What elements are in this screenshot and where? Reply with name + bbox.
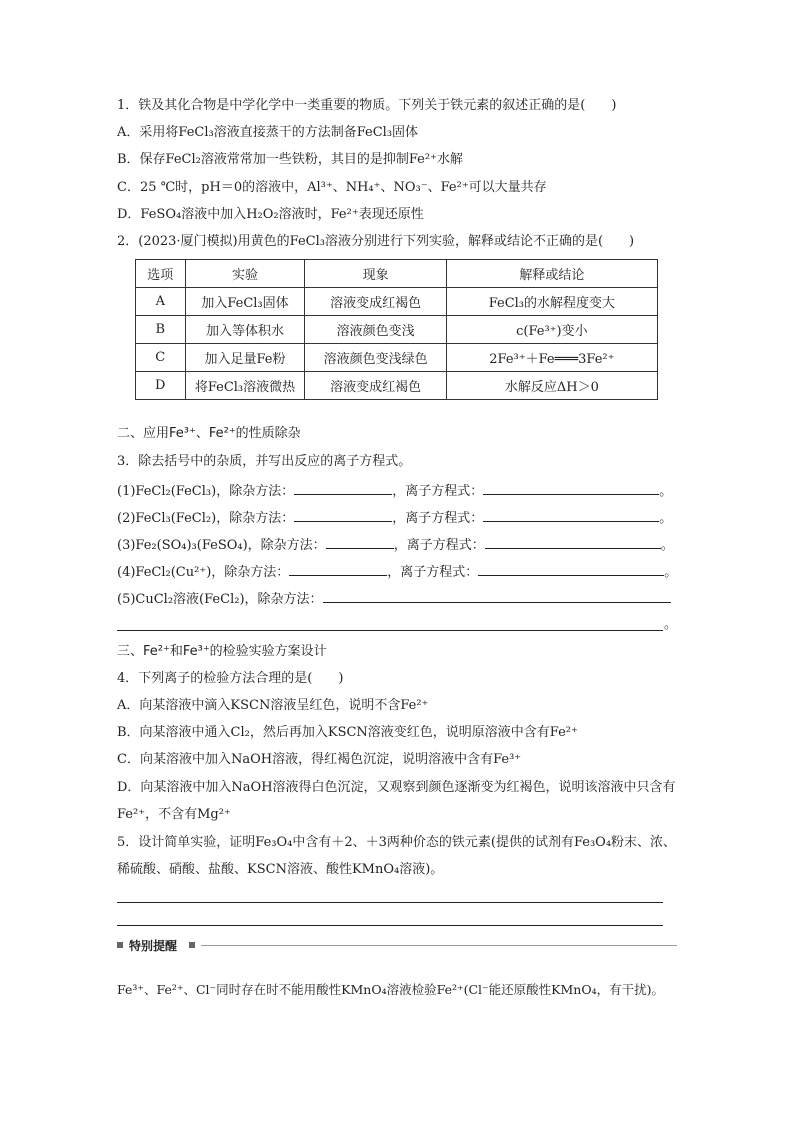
table-cell: 溶液变成红褐色 (305, 288, 446, 316)
table-cell: FeCl₃的水解程度变大 (446, 288, 657, 316)
answer-blank[interactable] (117, 925, 663, 926)
q2-stem: 2．(2023·厦门模拟)用黄色的FeCl₃溶液分别进行下列实验，解释或结论不正确的是( ) (117, 234, 635, 249)
table-header: 现象 (305, 260, 446, 288)
table-cell: 溶液颜色变浅 (305, 316, 446, 344)
section-heading: 三、Fe²⁺和Fe³⁺的检验实验方案设计 (117, 644, 327, 659)
bullet-square-icon (189, 942, 195, 948)
q4-stem: 4．下列离子的检验方法合理的是( ) (117, 671, 344, 686)
q3-item-2 (117, 507, 672, 528)
q1-option-b: B．保存FeCl₂溶液常常加一些铁粉，其目的是抑制Fe²⁺水解 (117, 152, 463, 167)
table-cell: 2Fe³⁺＋Fe═══3Fe²⁺ (446, 344, 657, 372)
answer-blank[interactable] (294, 507, 392, 522)
answer-blank[interactable] (483, 507, 659, 522)
answer-blank[interactable] (117, 902, 663, 903)
item-mid: ，离子方程式： (387, 565, 479, 580)
divider (201, 945, 677, 946)
table-row (136, 344, 658, 372)
q4-option-d: D．向某溶液中加入NaOH溶液得白色沉淀，又观察到颜色逐渐变为红褐色，说明该溶液中只含有Fe²⁺，不含有Mg²⁺ (117, 780, 676, 822)
q3-item-4 (117, 561, 677, 582)
table-row (136, 316, 658, 344)
q5-stem: 5．设计简单实验，证明Fe₃O₄中含有＋2、＋3两种价态的铁元素(提供的试剂有Fe₃O₄粉末、浓、稀硫酸、硝酸、盐酸、KSCN溶液、酸性KMnO₄溶液)。 (117, 835, 677, 877)
q1-option-d: D．FeSO₄溶液中加入H₂O₂溶液时，Fe²⁺表现还原性 (117, 207, 424, 222)
table-cell: 加入足量Fe粉 (185, 344, 305, 372)
item-label: (2)FeCl₃(FeCl₂)，除杂方法： (117, 511, 295, 526)
q4-option-b: B．向某溶液中通入Cl₂，然后再加入KSCN溶液变红色，说明原溶液中含有Fe²⁺ (117, 725, 578, 740)
q3-item-3 (117, 534, 674, 555)
table-cell: C (136, 344, 186, 372)
table-cell: B (136, 316, 186, 344)
item-end: 。 (664, 617, 678, 632)
q3-item-5 (117, 588, 671, 609)
q1-option-a: A．采用将FeCl₃溶液直接蒸干的方法制备FeCl₃固体 (117, 125, 419, 140)
table-header: 选项 (136, 260, 186, 288)
item-mid: ，离子方程式： (393, 538, 485, 553)
q3-stem: 3．除去括号中的杂质，并写出反应的离子方程式。 (117, 454, 412, 469)
table-row (136, 288, 658, 316)
table-cell: 水解反应ΔH＞0 (446, 372, 657, 400)
special-tip-header (117, 937, 677, 955)
item-end: 。 (664, 565, 678, 580)
table-header: 解释或结论 (446, 260, 657, 288)
q1-option-c: C．25 ℃时，pH＝0的溶液中，Al³⁺、NH₄⁺、NO₃⁻、Fe²⁺可以大量共存 (117, 180, 547, 195)
q1-stem: 1．铁及其化合物是中学化学中一类重要的物质。下列关于铁元素的叙述正确的是( ) (117, 98, 617, 113)
tip-title: 特别提醒 (129, 939, 178, 953)
table-cell: 溶液变成红褐色 (305, 372, 446, 400)
table-cell: 将FeCl₃溶液微热 (185, 372, 305, 400)
q4-option-c: C．向某溶液中加入NaOH溶液，得红褐色沉淀，说明溶液中含有Fe³⁺ (117, 752, 522, 767)
table-cell: D (136, 372, 186, 400)
table-cell: c(Fe³⁺)变小 (446, 316, 657, 344)
item-label: (3)Fe₂(SO₄)₃(FeSO₄)，除杂方法： (117, 538, 326, 553)
table-cell: 溶液颜色变浅绿色 (305, 344, 446, 372)
answer-blank[interactable] (323, 588, 671, 603)
answer-blank[interactable] (294, 480, 392, 495)
answer-blank[interactable] (483, 480, 659, 495)
bullet-square-icon (117, 942, 123, 948)
item-label: (1)FeCl₂(FeCl₃)，除杂方法： (117, 484, 295, 499)
tip-text: Fe³⁺、Fe²⁺、Cl⁻同时存在时不能用酸性KMnO₄溶液检验Fe²⁺(Cl⁻能还原酸性KMnO₄，有干扰)。 (117, 982, 664, 997)
table-cell: A (136, 288, 186, 316)
item-mid: ，离子方程式： (392, 484, 484, 499)
table-cell: 加入FeCl₃固体 (185, 288, 305, 316)
q4-option-a: A．向某溶液中滴入KSCN溶液呈红色，说明不含Fe²⁺ (117, 698, 429, 713)
table-header: 实验 (185, 260, 305, 288)
table-header-row (136, 260, 658, 288)
item-label: (5)CuCl₂溶液(FeCl₂)，除杂方法： (117, 592, 323, 607)
section-heading: 二、应用Fe³⁺、Fe²⁺的性质除杂 (117, 426, 301, 441)
answer-blank[interactable] (117, 630, 663, 631)
answer-blank[interactable] (485, 534, 661, 549)
q3-item-1 (117, 480, 672, 501)
answer-blank[interactable] (326, 534, 394, 549)
item-mid: ，离子方程式： (392, 511, 484, 526)
table-cell: 加入等体积水 (185, 316, 305, 344)
answer-blank[interactable] (478, 561, 664, 576)
item-label: (4)FeCl₂(Cu²⁺)，除杂方法： (117, 565, 290, 580)
item-end: 。 (660, 538, 674, 553)
item-end: 。 (659, 511, 673, 526)
answer-blank[interactable] (289, 561, 387, 576)
q2-table (135, 259, 658, 400)
table-row (136, 372, 658, 400)
item-end: 。 (659, 484, 673, 499)
